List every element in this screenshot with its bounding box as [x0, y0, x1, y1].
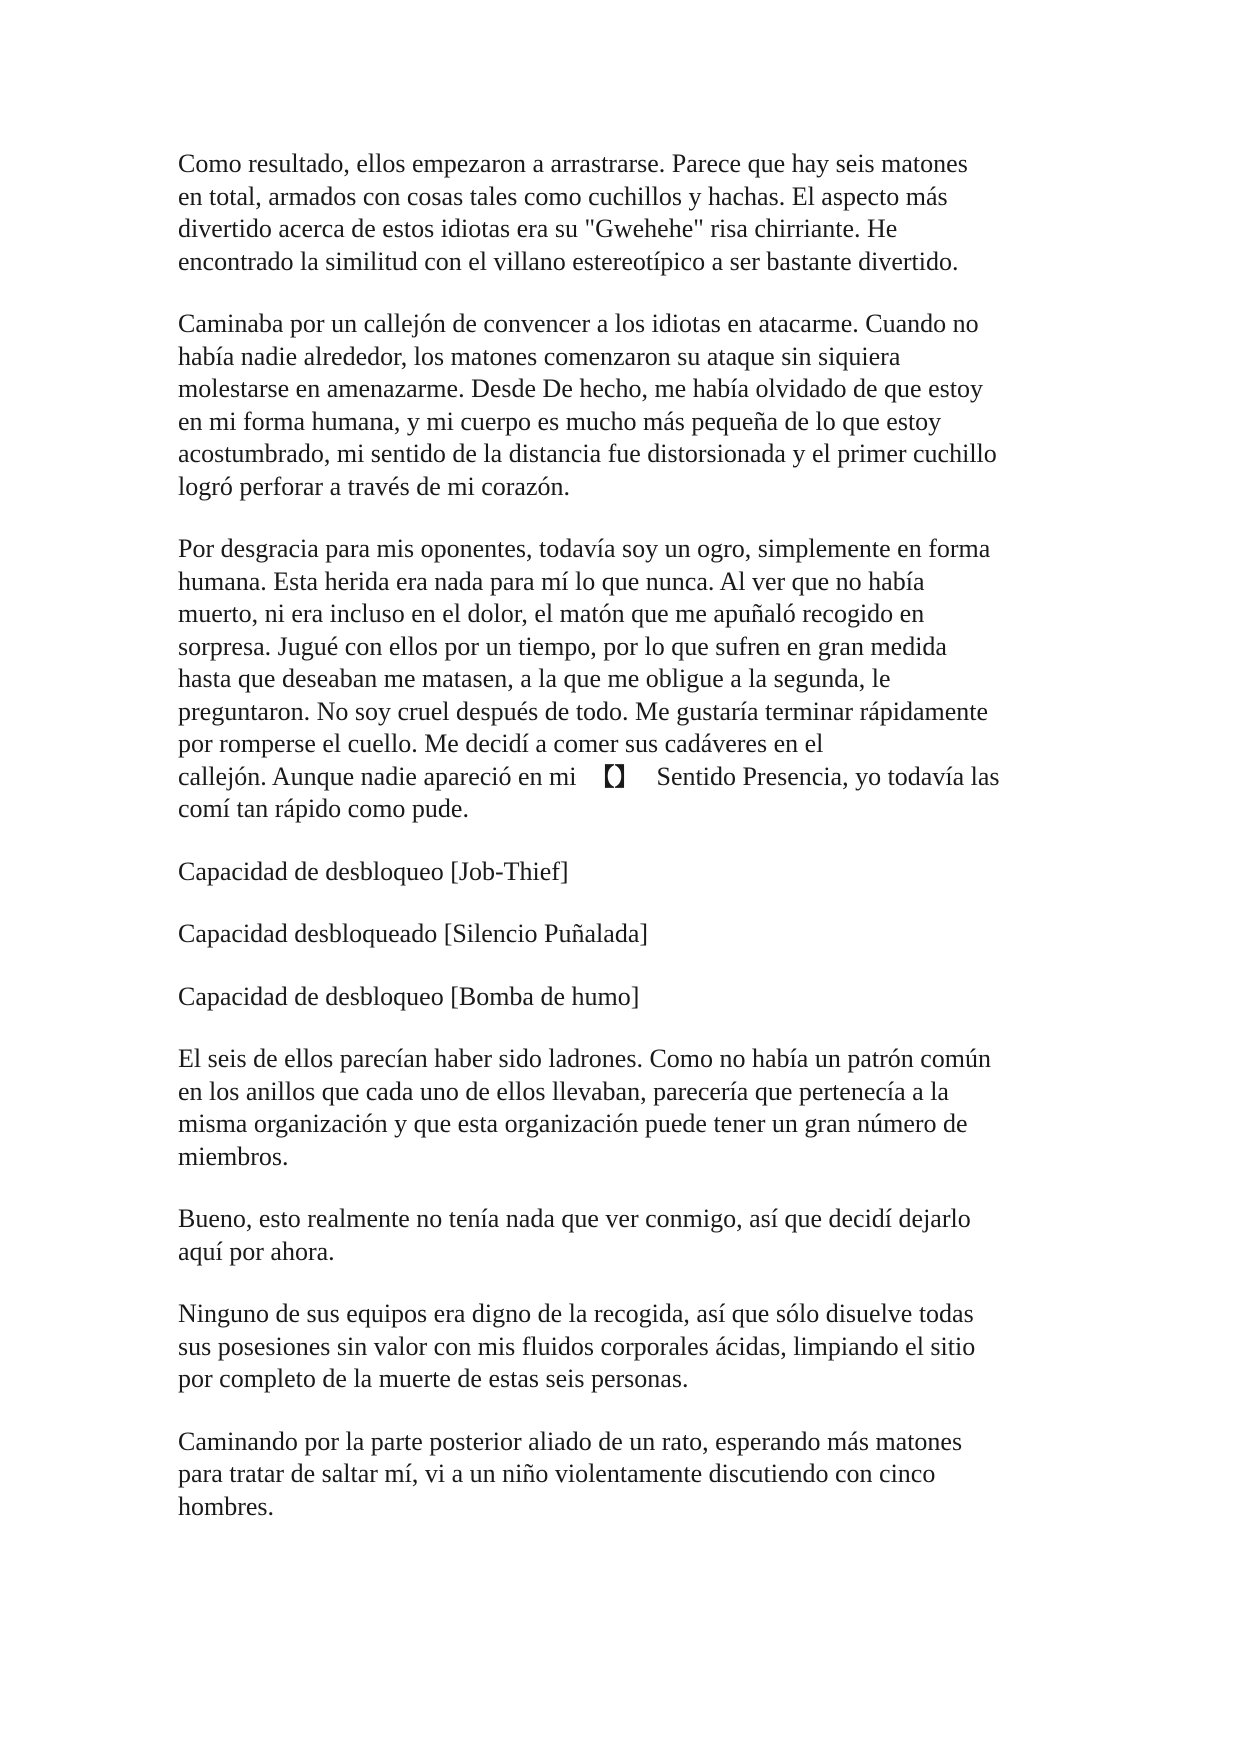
text-line: Capacidad de desbloqueo [Job-Thief] [178, 856, 569, 886]
text-line: Caminando por la parte posterior aliado de un rato, esperando más matones [178, 1426, 963, 1456]
text-line-with-brackets [178, 761, 1078, 794]
text-line: por romperse el cuello. Me decidí a comer sus cadáveres en el [178, 729, 824, 758]
text-line: Por desgracia para mis oponentes, todavía soy un ogro, simplemente en forma [178, 534, 991, 563]
paragraph-1 [178, 148, 1078, 278]
text-line: había nadie alrededor, los matones comenzaron su ataque sin siquiera [178, 341, 901, 371]
text-line: acostumbrado, mi sentido de la distancia fue distorsionada y el primer cuchillo [178, 439, 997, 468]
text-line: Como resultado, ellos empezaron a arrastrarse. Parece que hay seis matones [178, 149, 968, 178]
text-line: Bueno, esto realmente no tenía nada que ver conmigo, así que decidí dejarlo [178, 1204, 971, 1233]
document-body [178, 148, 1078, 1553]
text-line: encontrado la similitud con el villano estereotípico a ser bastante divertido. [178, 246, 959, 276]
text-line: para tratar de saltar mí, vi a un niño violentamente discutiendo con cinco [178, 1459, 936, 1488]
paragraph-2 [178, 308, 1078, 503]
paragraph-3 [178, 533, 1078, 826]
text-line: comí tan rápido como pude. [178, 794, 469, 823]
text-line: Caminaba por un callejón de convencer a los idiotas en atacarme. Cuando no [178, 309, 979, 338]
text-line: El seis de ellos parecían haber sido ladrones. Como no había un patrón común [178, 1044, 992, 1073]
text-line: en total, armados con cosas tales como cuchillos y hachas. El aspecto más [178, 181, 948, 211]
ability-unlock-2 [178, 918, 1078, 951]
paragraph-7 [178, 1043, 1078, 1173]
text-line: en los anillos que cada uno de ellos llevaban, parecería que pertenecía a la [178, 1076, 949, 1106]
text-segment: Sentido Presencia, yo todavía las [656, 761, 1000, 791]
text-line: molestarse en amenazarme. Desde De hecho, me había olvidado de que estoy [178, 374, 983, 403]
paragraph-10 [178, 1426, 1078, 1524]
text-line: humana. Esta herida era nada para mí lo que nunca. Al ver que no había [178, 566, 925, 596]
text-line: aquí por ahora. [178, 1236, 335, 1266]
text-line: muerto, ni era incluso en el dolor, el matón que me apuñaló recogido en [178, 599, 925, 628]
text-line: logró perforar a través de mi corazón. [178, 471, 570, 501]
text-line: Ninguno de sus equipos era digno de la recogida, así que sólo disuelve todas [178, 1299, 974, 1328]
ability-unlock-1 [178, 856, 1078, 889]
text-line: Capacidad de desbloqueo [Bomba de humo] [178, 981, 640, 1011]
ability-unlock-3 [178, 981, 1078, 1014]
text-line: en mi forma humana, y mi cuerpo es mucho más pequeña de lo que estoy [178, 406, 942, 436]
text-line: divertido acerca de estos idiotas era su "Gwehehe" risa chirriante. He [178, 214, 898, 243]
paragraph-9 [178, 1298, 1078, 1396]
text-line: Capacidad desbloqueado [Silencio Puñalada] [178, 919, 649, 948]
text-line: hasta que deseaban me matasen, a la que me obligue a la segunda, le [178, 664, 891, 693]
text-line: preguntaron. No soy cruel después de todo. Me gustaría terminar rápidamente [178, 696, 989, 726]
text-line: por completo de la muerte de estas seis personas. [178, 1364, 689, 1393]
text-line: misma organización y que esta organización puede tener un gran número de [178, 1109, 968, 1138]
text-line: sus posesiones sin valor con mis fluidos corporales ácidas, limpiando el sitio [178, 1331, 976, 1361]
text-segment: callejón. Aunque nadie apareció en mi [178, 761, 577, 791]
text-line: miembros. [178, 1141, 289, 1171]
text-line: hombres. [178, 1491, 275, 1521]
text-line: sorpresa. Jugué con ellos por un tiempo, por lo que sufren en gran medida [178, 631, 947, 661]
paragraph-8 [178, 1203, 1078, 1268]
empty-brackets: 【】 [590, 762, 639, 791]
